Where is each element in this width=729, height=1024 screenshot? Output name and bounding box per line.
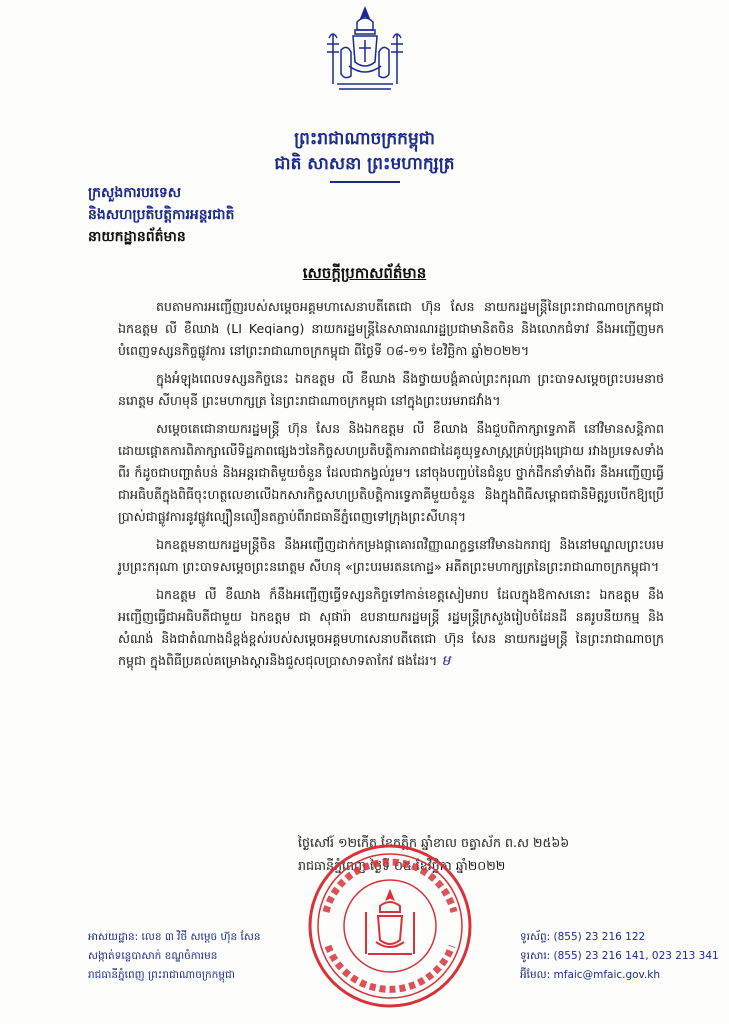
handwritten-initial: ម [441, 653, 451, 669]
kingdom-heading: ព្រះរាជាណាចក្រកម្ពុជា [294, 129, 435, 149]
date-lunar: ថ្ងៃសៅរ៍ ១២កើត ខែកត្តិក ឆ្នាំខាល ចត្វាស័ក ព.ស ២៥៦៦ [298, 835, 570, 850]
national-motto: ជាតិ សាសនា ព្រះមហាក្សត្រ [274, 154, 455, 174]
ministry-block [88, 182, 234, 248]
contact-fax: ទូរសារ: (855) 23 216 141, 023 213 341 [520, 950, 719, 962]
press-release-title: សេចក្តីប្រកាសព័ត៌មាន [302, 264, 427, 282]
paragraph-3: សម្តេចតេជោនាយករដ្ឋមន្ត្រី ហ៊ុន សែន និងឯកឧត្តម លី ខឺឈាង នឹងជួបពិភាក្សាទ្វេភាគី នៅវិមានសន្តិភាព ដោយផ្តោតការពិភាក្សាលើទិដ្ឋភាពផ្សេងៗនៃកិច្ចសហប្រតិបត្តិការភាពជាដៃគូយុទ្ធសាស្ត្រគ្រប់ជ្រុងជ្រោយ រវាងប្រទេសទាំងពីរ ក៏ដូចជាបញ្ហាតំបន់ និងអន្តរជាតិមួយចំនួន ដែលជាកង្វល់រួម។ នៅចុងបញ្ចប់នៃជំនួប ថ្នាក់ដឹកនាំទាំងពីរ នឹងអញ្ជើញធ្វើជាអធិបតីក្នុងពិធីចុះហត្ថលេខាលើឯកសារកិច្ចសហប្រតិបត្តិការទ្វេភាគីមួយចំនួន និងក្នុងពិធីសម្ពោធជានិមិត្តរូបបើកឱ្យប្រើប្រាស់ជាផ្លូវការនូវផ្លូវល្បឿនលឿនតភ្ជាប់ពីរាជធានីភ្នំពេញទៅក្រុងព្រះសីហនុ។ [118, 421, 664, 524]
paragraph-5-text: ឯកឧត្តម លី ខឺឈាង ក៏នឹងអញ្ជើញធ្វើទស្សនកិច្ចទៅកាន់ខេត្តសៀមរាប ដែលក្នុងឱកាសនោះ ឯកឧត្តម នឹងអញ្ជើញធ្វើជាអធិបតីជាមួយ ឯកឧត្តម ជា សុផារ៉ា ឧបនាយករដ្ឋមន្ត្រី រដ្ឋមន្ត្រីក្រសួងរៀបចំដែនដី នគរូបនីយកម្ម និងសំណង់ និងជាតំណាងដ៏ខ្ពង់ខ្ពស់របស់សម្តេចអគ្គមហាសេនាបតីតេជោ ហ៊ុន សែន នាយករដ្ឋមន្ត្រី នៃព្រះរាជាណាចក្រកម្ពុជា ក្នុងពិធីប្រគល់គម្រោងស្តារនិងជួសជុលប្រាសាទតាកែវ ផងដែរ។ [118, 587, 664, 668]
address-line1: អាសយដ្ឋាន: លេខ ៣ វិថី សម្តេច ហ៊ុន សែន [88, 931, 261, 943]
address-line2: សង្កាត់ទន្លេបាសាក់ ខណ្ឌចំការមន [88, 950, 218, 962]
ministry-name-line2: និងសហប្រតិបត្តិការអន្តរជាតិ [88, 207, 235, 223]
department-name: នាយកដ្ឋានព័ត៌មាន [88, 229, 186, 245]
royal-coat-of-arms [319, 4, 411, 94]
contact-phone: ទូរស័ព្ទ: (855) 23 216 122 [520, 931, 646, 943]
press-release-body [118, 296, 664, 678]
paragraph-5 [118, 584, 664, 672]
paragraph-1: តបតាមការអញ្ជើញរបស់សម្តេចអគ្គមហាសេនាបតីតេជោ ហ៊ុន សែន នាយករដ្ឋមន្ត្រីនៃព្រះរាជាណាចក្រកម្ពុជា ឯកឧត្តម លី ខឺឈាង (LI Keqiang) នាយករដ្ឋមន្ត្រីនៃសាធារណរដ្ឋប្រជាមានិតចិន និងលោកជំទាវ នឹងអញ្ជើញមកបំពេញទស្សនកិច្ចផ្លូវការ នៅព្រះរាជាណាចក្រកម្ពុជា ពីថ្ងៃទី ០៨-១១ ខែវិច្ឆិកា ឆ្នាំ២០២២។ [118, 299, 664, 358]
date-solar: រាជធានីភ្នំពេញ ថ្ងៃទី ០៥ ខែវិច្ឆិកា ឆ្នាំ២០២២ [298, 858, 506, 873]
footer-contact [520, 928, 719, 985]
heading-divider [330, 181, 400, 183]
contact-email[interactable]: អ៊ីមែល: mfaic@mfaic.gov.kh [520, 969, 661, 981]
paragraph-4: ឯកឧត្តមនាយករដ្ឋមន្ត្រីចិន នឹងអញ្ជើញដាក់កម្រងផ្កាគោរពវិញ្ញាណក្ខន្ធនៅវិមានឯករាជ្យ និងនៅមណ្ឌលព្រះបរមរូបព្រះករុណា ព្រះបាទសម្តេចព្រះនរោត្តម សីហនុ «ព្រះបរមរតនកោដ្ឋ» អតីតព្រះមហាក្សត្រនៃព្រះរាជាណាចក្រកម្ពុជា។ [118, 537, 664, 574]
official-seal [306, 842, 474, 1010]
ministry-name-line1: ក្រសួងការបរទេស [88, 185, 182, 201]
address-line3: រាជធានីភ្នំពេញ ព្រះរាជាណាចក្រកម្ពុជា [88, 969, 235, 981]
paragraph-2: ក្នុងអំឡុងពេលទស្សនកិច្ចនេះ ឯកឧត្តម លី ខឺឈាង នឹងថ្វាយបង្គំគាល់ព្រះករុណា ព្រះបាទសម្តេចព្រះបរមនាថ នរោត្តម សីហមុនី ព្រះមហាក្សត្រ នៃព្រះរាជាណាចក្រកម្ពុជា នៅក្នុងព្រះបរមរាជវាំង។ [118, 371, 664, 408]
footer-address [88, 928, 261, 985]
